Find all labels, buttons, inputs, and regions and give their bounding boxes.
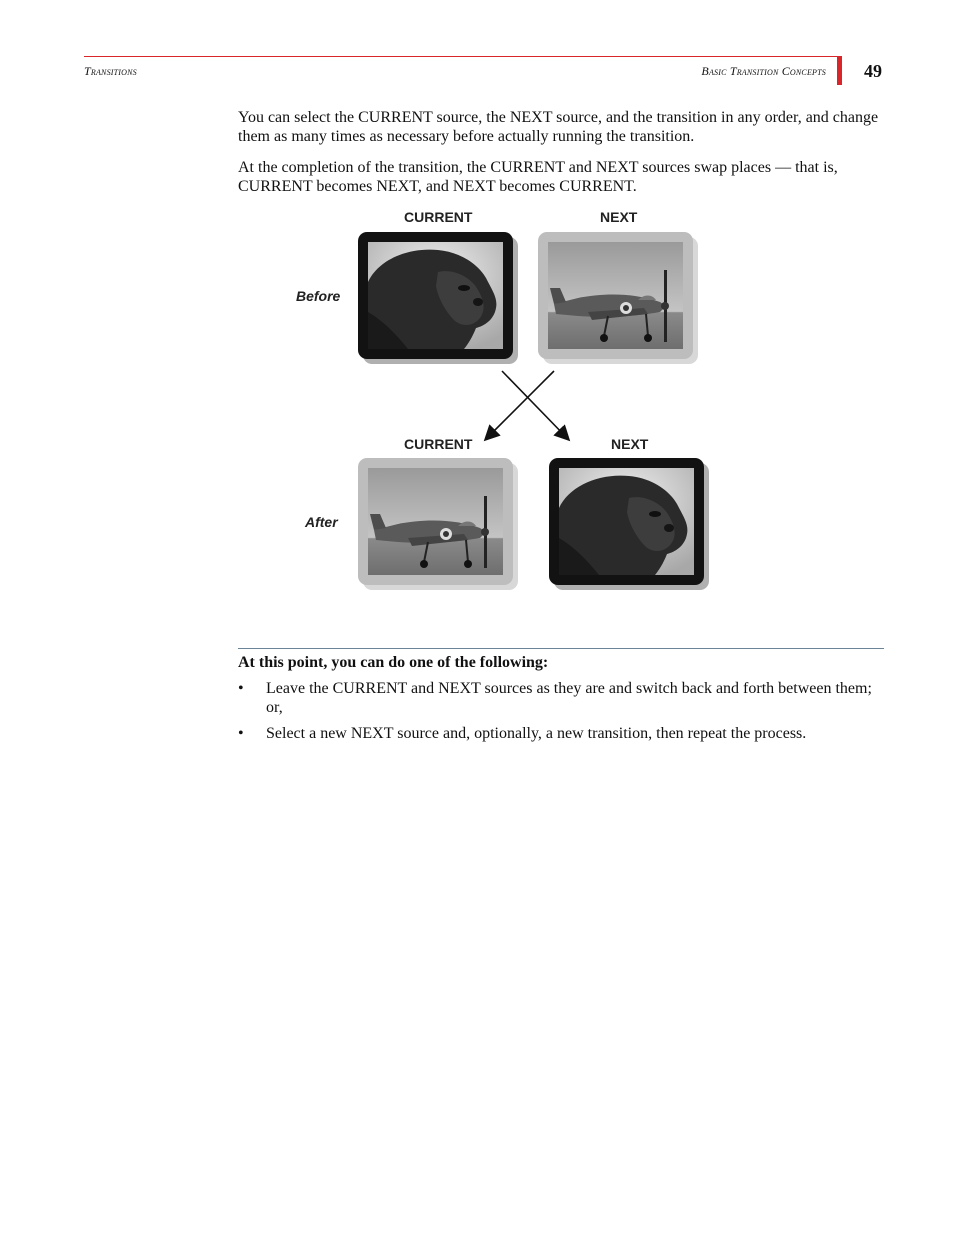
before-next-frame [538, 232, 693, 359]
bottom-next-label: NEXT [611, 436, 649, 452]
header-rule [84, 56, 839, 57]
options-heading: At this point, you can do one of the following: [238, 654, 549, 671]
option-text-2: Select a new NEXT source and, optionally, a new transition, then repeat the process. [266, 725, 807, 742]
arrow-current-to-next [502, 371, 568, 439]
transition-figure [238, 205, 718, 600]
list-item [238, 679, 884, 717]
header-section: Transitions [84, 64, 137, 78]
header-accent-bar [837, 56, 842, 85]
before-current-frame [358, 232, 513, 359]
after-label: After [305, 514, 338, 530]
list-item [238, 724, 884, 743]
gorilla-image [368, 242, 503, 349]
after-current-frame [358, 458, 513, 585]
page-number: 49 [864, 61, 882, 81]
before-label: Before [296, 288, 341, 304]
paragraph-2: At the completion of the transition, the CURRENT and NEXT sources swap places — that is, CURRENT becomes NEXT, and NEXT becomes CURRENT. [238, 159, 838, 195]
arrow-next-to-current [486, 371, 554, 439]
option-text-1: Leave the CURRENT and NEXT sources as they are and switch back and forth between them; or, [266, 680, 872, 716]
header-chapter: Basic Transition Concepts [701, 64, 826, 78]
top-current-label: CURRENT [404, 209, 473, 225]
bullet-icon: • [238, 680, 244, 697]
after-next-frame [549, 458, 704, 585]
paragraph-1: You can select the CURRENT source, the NEXT source, and the transition in any order, and change them as many times as necessary before actually running the transition. [238, 109, 879, 145]
top-next-label: NEXT [600, 209, 638, 225]
options-list [238, 679, 884, 750]
airplane-image [368, 468, 503, 575]
bottom-current-label: CURRENT [404, 436, 473, 452]
airplane-image [548, 242, 683, 349]
bullet-icon: • [238, 725, 244, 742]
section-rule [238, 648, 884, 649]
gorilla-image [559, 468, 694, 575]
swap-arrows [478, 367, 578, 447]
